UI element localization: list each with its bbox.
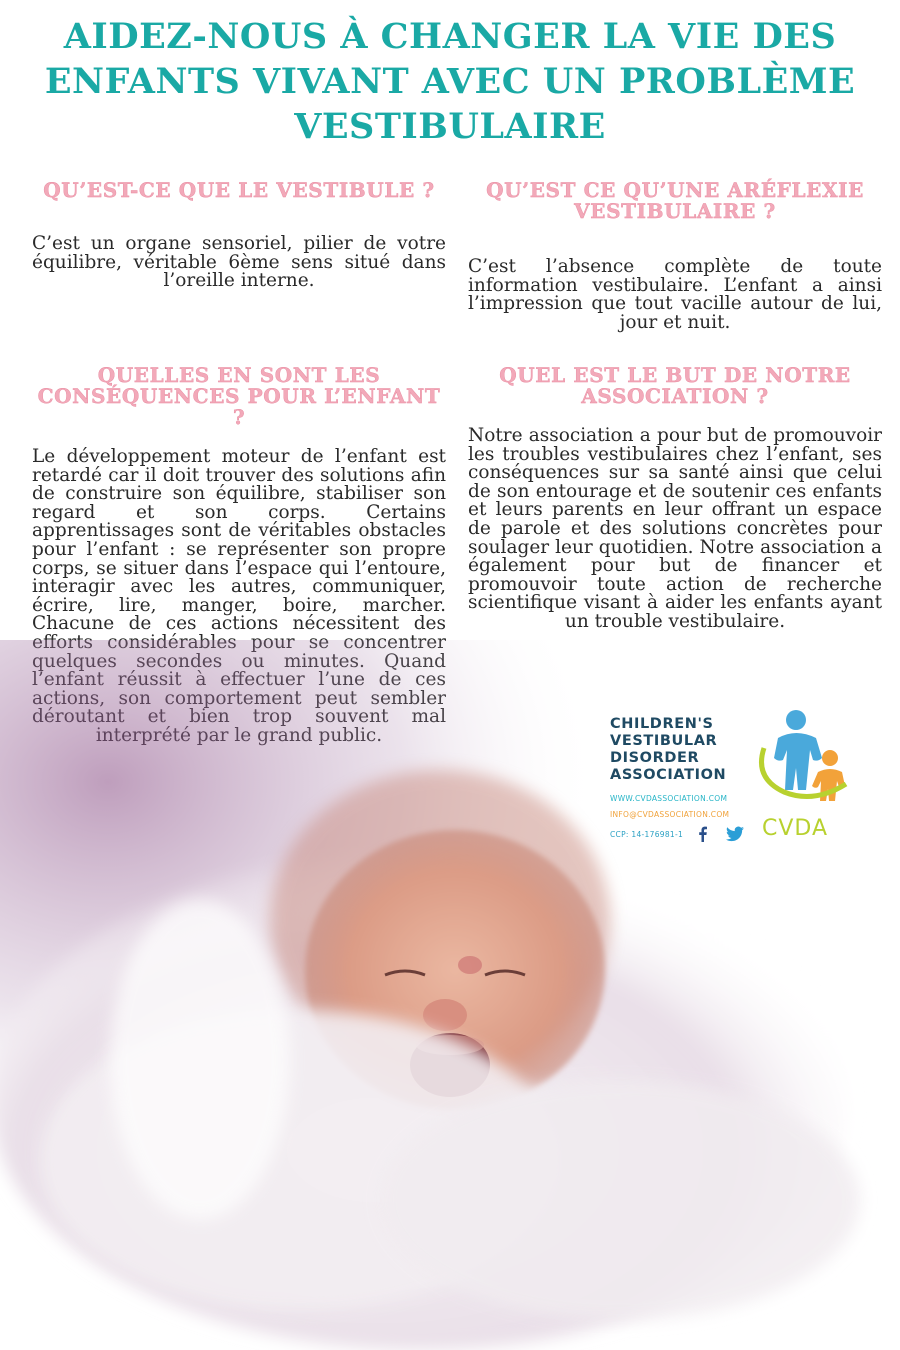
section-body: C’est un organe sensoriel, pilier de votre équilibre, véritable 6ème sens situé dans l’oreille interne. bbox=[32, 233, 446, 292]
facebook-icon[interactable] bbox=[696, 826, 710, 842]
cvda-family-logo-icon bbox=[756, 708, 856, 816]
website-link[interactable]: WWW.CVDASSOCIATION.COM bbox=[610, 794, 728, 803]
email-link[interactable]: INFO@CVDASSOCIATION.COM bbox=[610, 810, 730, 819]
association-name: CHILDREN'S VESTIBULAR DISORDER ASSOCIATION bbox=[610, 716, 727, 783]
section-what-is-areflexia bbox=[468, 180, 882, 332]
poster-title: AIDEZ-NOUS À CHANGER LA VIE DES ENFANTS VIVANT AVEC UN PROBLÈME VESTIBULAIRE bbox=[44, 16, 856, 147]
section-heading: QU’EST-CE QUE LE VESTIBULE ? bbox=[43, 178, 435, 202]
twitter-icon[interactable] bbox=[726, 826, 744, 842]
section-body: Notre association a pour but de promouvoir les troubles vestibulaires chez l’enfant, ses conséquences sur sa santé ainsi que celui de son entourage et de soutenir ces enfants et leurs parents en leur offrant un espace de parole et des solutions concrètes pour soulager leur quotidien. Notre association a également pour but de financer et promouvoir toute action de recherche scientifique visant à aider les enfants ayant un trouble vestibulaire. bbox=[468, 425, 882, 632]
section-what-is-vestibule bbox=[32, 180, 446, 291]
cvda-logo bbox=[608, 706, 868, 846]
section-body: C’est l’absence complète de toute information vestibulaire. L’enfant a ainsi l’impression que tout vacille autour de lui, jour et nuit. bbox=[468, 256, 882, 333]
ccp-number: CCP: 14-176981-1 bbox=[610, 830, 684, 839]
cvda-acronym: CVDA bbox=[762, 816, 829, 841]
section-heading: QU’EST CE QU’UNE ARÉFLEXIE VESTIBULAIRE ? bbox=[486, 178, 864, 223]
section-association-goal bbox=[468, 365, 882, 632]
section-heading: QUEL EST LE BUT DE NOTRE ASSOCIATION ? bbox=[499, 363, 851, 408]
section-heading: QUELLES EN SONT LES CONSÉQUENCES POUR L’ENFANT ? bbox=[37, 363, 441, 429]
section-body: Le développement moteur de l’enfant est retardé car il doit trouver des solutions afin de construire son équilibre, stabiliser son regard et son corps. Certains apprentissages sont de véritables obstacles pour l’enfant : se représenter son propre corps, se situer dans l’espace qui l’entoure, interagir avec les autres, communiquer, écrire, lire, manger, boire, marcher. Chacune de ces actions nécessitent des bbox=[32, 446, 446, 635]
